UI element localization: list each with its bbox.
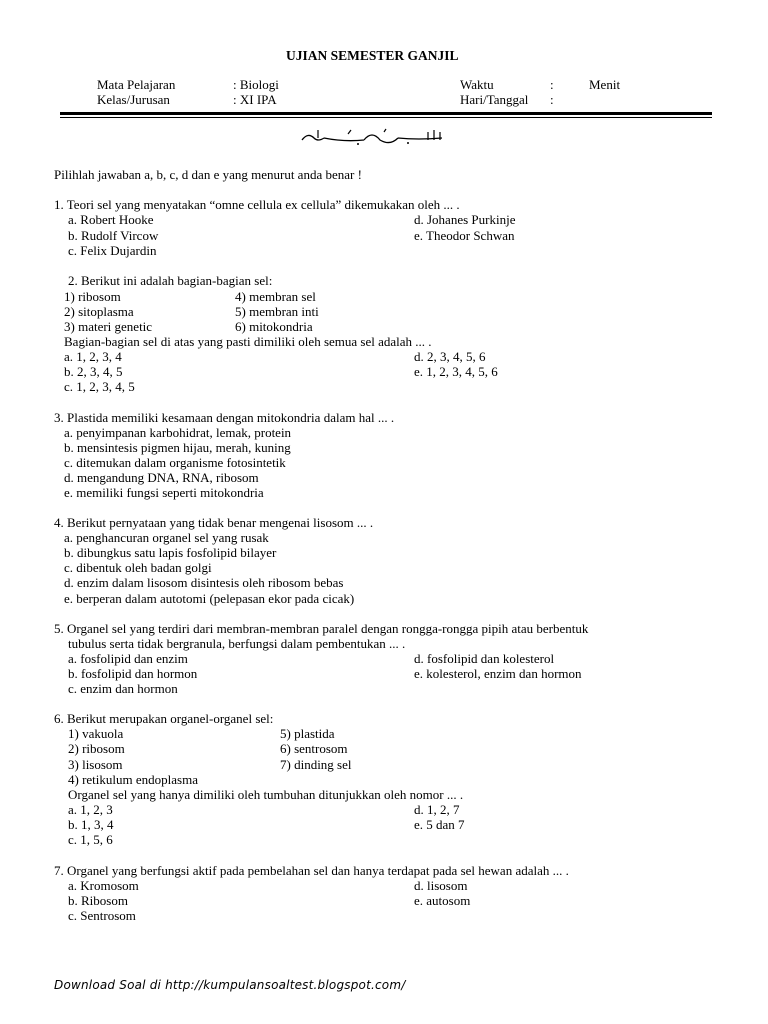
q2-item-4: 4) membran sel bbox=[235, 289, 316, 304]
waktu-unit: Menit bbox=[589, 77, 621, 92]
q6-item-1: 1) vakuola bbox=[68, 726, 124, 741]
q2-item-6: 6) mitokondria bbox=[235, 319, 313, 334]
q7-option-e: e. autosom bbox=[414, 893, 471, 908]
q5-stem-line2: tubulus serta tidak bergranula, berfungsi dalam pembentukan ... . bbox=[68, 636, 406, 651]
kelas-label: Kelas/Jurusan bbox=[97, 92, 170, 107]
exam-title: UJIAN SEMESTER GANJIL bbox=[286, 48, 459, 63]
q3-option-c: c. ditemukan dalam organisme fotosintetik bbox=[64, 455, 286, 470]
q4-option-a: a. penghancuran organel sel yang rusak bbox=[64, 530, 269, 545]
q3-stem: 3. Plastida memiliki kesamaan dengan mitokondria dalam hal ... . bbox=[54, 410, 395, 425]
q4-option-e: e. berperan dalam autotomi (pelepasan ekor pada cicak) bbox=[64, 591, 355, 606]
q6-option-d: d. 1, 2, 7 bbox=[414, 802, 460, 817]
q1-option-d: d. Johanes Purkinje bbox=[414, 212, 516, 227]
q3-option-a: a. penyimpanan karbohidrat, lemak, protein bbox=[64, 425, 292, 440]
q1-stem-text: 1. Teori sel yang menyatakan “omne cellula ex cellula” dikemukakan oleh ... . bbox=[54, 197, 460, 212]
q6-item-5: 5) plastida bbox=[280, 726, 335, 741]
q6-option-b: b. 1, 3, 4 bbox=[68, 817, 114, 832]
mapel-label: Mata Pelajaran bbox=[97, 77, 176, 92]
q1-option-a: a. Robert Hooke bbox=[68, 212, 154, 227]
basmalah-calligraphy bbox=[298, 126, 448, 148]
q6-stem: 6. Berikut merupakan organel-organel sel: bbox=[54, 711, 274, 726]
q5-stem-line1: 5. Organel sel yang terdiri dari membran-membran paralel dengan rongga-rongga pipih atau berbentuk bbox=[54, 621, 589, 636]
footer-download-link[interactable]: Download Soal di http://kumpulansoaltest.blogspot.com/ bbox=[54, 978, 406, 992]
q2-item-1: 1) ribosom bbox=[64, 289, 121, 304]
header-divider-thick bbox=[60, 112, 712, 115]
q1-option-e: e. Theodor Schwan bbox=[414, 228, 515, 243]
q3-option-e: e. memiliki fungsi seperti mitokondria bbox=[64, 485, 264, 500]
q2-option-e: e. 1, 2, 3, 4, 5, 6 bbox=[414, 364, 498, 379]
q4-option-d: d. enzim dalam lisosom disintesis oleh ribosom bebas bbox=[64, 575, 344, 590]
q6-option-c: c. 1, 5, 6 bbox=[68, 832, 113, 847]
kelas-value: : XI IPA bbox=[233, 92, 277, 107]
q2-option-a: a. 1, 2, 3, 4 bbox=[64, 349, 122, 364]
q6-item-3: 3) lisosom bbox=[68, 757, 123, 772]
mapel-value: : Biologi bbox=[233, 77, 279, 92]
hari-colon: : bbox=[550, 92, 554, 107]
header-divider-thin bbox=[60, 117, 712, 118]
q2-question: Bagian-bagian sel di atas yang pasti dimiliki oleh semua sel adalah ... . bbox=[64, 334, 432, 349]
q6-item-6: 6) sentrosom bbox=[280, 741, 348, 756]
q6-question: Organel sel yang hanya dimiliki oleh tumbuhan ditunjukkan oleh nomor ... . bbox=[68, 787, 464, 802]
q7-stem: 7. Organel yang berfungsi aktif pada pembelahan sel dan hanya terdapat pada sel hewan adalah ... . bbox=[54, 863, 569, 878]
q7-option-a: a. Kromosom bbox=[68, 878, 139, 893]
q1-option-c: c. Felix Dujardin bbox=[68, 243, 157, 258]
q6-item-7: 7) dinding sel bbox=[280, 757, 352, 772]
q2-option-b: b. 2, 3, 4, 5 bbox=[64, 364, 123, 379]
q2-stem: 2. Berikut ini adalah bagian-bagian sel: bbox=[68, 273, 273, 288]
waktu-colon: : bbox=[550, 77, 554, 92]
q4-stem: 4. Berikut pernyataan yang tidak benar mengenai lisosom ... . bbox=[54, 515, 374, 530]
q2-item-5: 5) membran inti bbox=[235, 304, 319, 319]
q6-option-e: e. 5 dan 7 bbox=[414, 817, 465, 832]
q5-option-a: a. fosfolipid dan enzim bbox=[68, 651, 188, 666]
q3-option-b: b. mensintesis pigmen hijau, merah, kuning bbox=[64, 440, 291, 455]
q6-option-a: a. 1, 2, 3 bbox=[68, 802, 113, 817]
q1-option-b: b. Rudolf Vircow bbox=[68, 228, 159, 243]
q7-option-c: c. Sentrosom bbox=[68, 908, 136, 923]
q2-item-2: 2) sitoplasma bbox=[64, 304, 134, 319]
q4-option-c: c. dibentuk oleh badan golgi bbox=[64, 560, 212, 575]
q3-option-d: d. mengandung DNA, RNA, ribosom bbox=[64, 470, 259, 485]
waktu-label: Waktu bbox=[460, 77, 494, 92]
q4-option-b: b. dibungkus satu lapis fosfolipid bilayer bbox=[64, 545, 277, 560]
q5-option-d: d. fosfolipid dan kolesterol bbox=[414, 651, 555, 666]
hari-label: Hari/Tanggal bbox=[460, 92, 529, 107]
q5-option-e: e. kolesterol, enzim dan hormon bbox=[414, 666, 582, 681]
instruction: Pilihlah jawaban a, b, c, d dan e yang menurut anda benar ! bbox=[54, 167, 362, 182]
q2-option-d: d. 2, 3, 4, 5, 6 bbox=[414, 349, 486, 364]
q2-item-3: 3) materi genetic bbox=[64, 319, 153, 334]
q7-option-b: b. Ribosom bbox=[68, 893, 128, 908]
q5-option-b: b. fosfolipid dan hormon bbox=[68, 666, 198, 681]
q2-option-c: c. 1, 2, 3, 4, 5 bbox=[64, 379, 135, 394]
q5-option-c: c. enzim dan hormon bbox=[68, 681, 178, 696]
q6-item-2: 2) ribosom bbox=[68, 741, 125, 756]
q6-item-4: 4) retikulum endoplasma bbox=[68, 772, 198, 787]
q7-option-d: d. lisosom bbox=[414, 878, 468, 893]
q1-stem bbox=[54, 197, 460, 212]
